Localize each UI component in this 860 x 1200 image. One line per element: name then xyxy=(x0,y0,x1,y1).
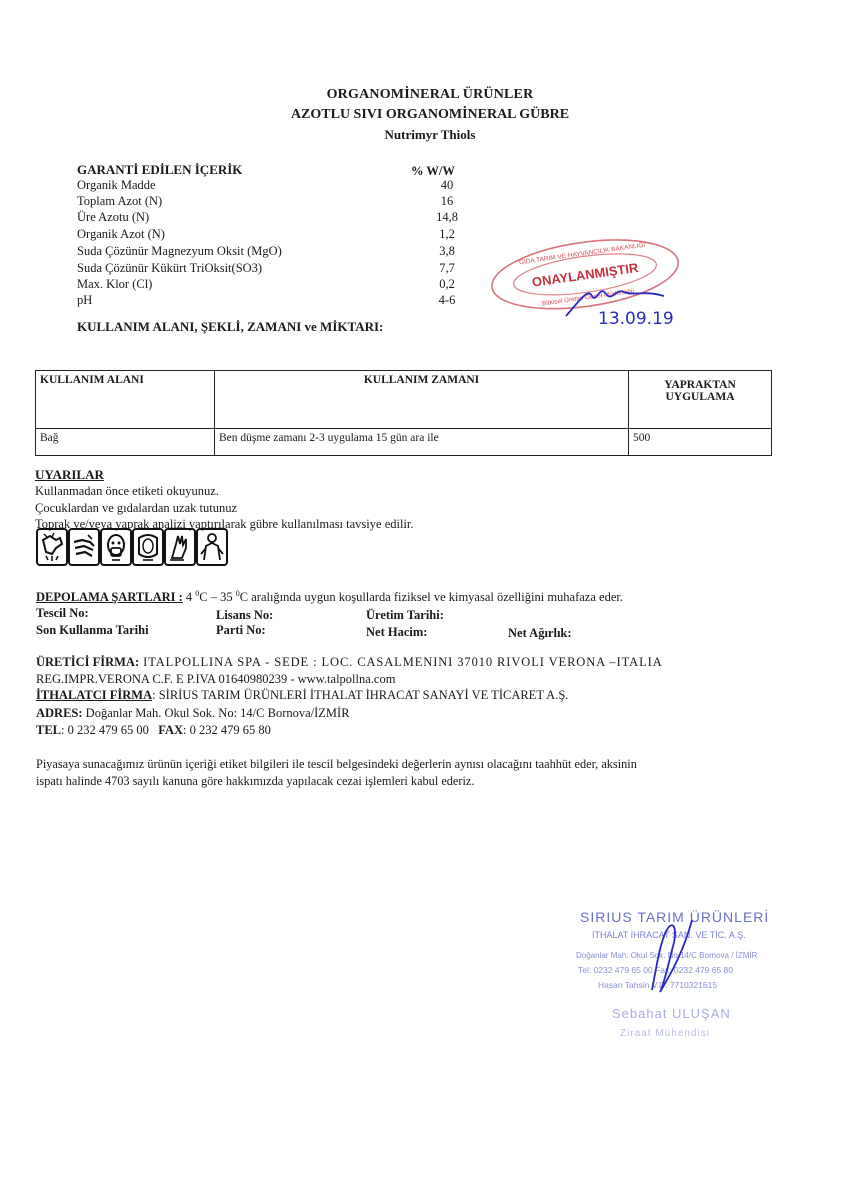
company-stamp-line5: Hasan Tahsin V.D. 7710321615 xyxy=(598,980,718,990)
warnings-heading: UYARILAR xyxy=(35,467,104,482)
approval-stamp-bottom-text: Bitkisel Üretim Genel Müdürlüğü xyxy=(541,287,635,308)
uretim-label: Üretim Tarihi: xyxy=(366,608,444,622)
approval-stamp-ring-text: GIDA TARIM VE HAYVANCILIK BAKANLIĞI xyxy=(518,241,646,267)
producer-registration: REG.IMPR.VERONA C.F. E P.IVA 01640980239 - www.talpollna.com xyxy=(36,672,396,686)
composition-row xyxy=(77,210,497,226)
composition-row xyxy=(77,261,497,277)
table-cell-time: Ben düşme zamanı 2-3 uygulama 15 gün ara ile xyxy=(215,429,629,456)
column-header: YAPRAKTAN UYGULAMA xyxy=(629,371,772,429)
ingredient-name: Max. Klor (Cl) xyxy=(77,277,153,291)
company-stamp-name: Sebahat ULUŞAN xyxy=(612,1006,731,1021)
importer-value: : SİRİUS TARIM ÜRÜNLERİ İTHALAT İHRACAT SANAYİ VE TİCARET A.Ş. xyxy=(152,688,569,702)
company-stamp-title: Ziraat Mühendisi xyxy=(620,1028,710,1039)
producer-line xyxy=(36,655,776,670)
ingredient-name: Organik Madde xyxy=(77,178,156,192)
column-header: KULLANIM ALANI xyxy=(36,371,215,429)
ingredient-value: 14,8 xyxy=(436,210,458,224)
approval-stamp-date: 13.09.19 xyxy=(598,309,674,326)
tescil-label: Tescil No: xyxy=(36,606,89,620)
face-mask-icon xyxy=(100,528,132,566)
ingredient-name: pH xyxy=(77,293,93,307)
storage-conditions xyxy=(36,589,826,605)
ingredient-value: 0,2 xyxy=(439,277,455,291)
column-header: KULLANIM ZAMANI xyxy=(215,371,629,429)
net-hacim-label: Net Hacim: xyxy=(366,625,428,639)
importer-label: İTHALATCI FİRMA xyxy=(36,688,153,702)
document-title: ORGANOMİNERAL ÜRÜNLER xyxy=(326,87,534,102)
company-stamp xyxy=(560,900,790,1050)
document-subtitle: AZOTLU SIVI ORGANOMİNERAL GÜBRE xyxy=(290,107,570,122)
storage-label: DEPOLAMA ŞARTLARI : xyxy=(36,590,183,605)
approval-stamp xyxy=(488,236,688,326)
wash-hands-icon xyxy=(36,528,68,566)
composition-row xyxy=(77,293,497,309)
address-label: ADRES: xyxy=(36,706,83,720)
son-kullanma-label: Son Kullanma Tarihi xyxy=(36,623,149,637)
company-stamp-line3: Doğanlar Mah. Okul Sok. No:14/C Bornova / İZMİR xyxy=(576,951,758,960)
declaration-line: ispatı halinde 4703 sayılı kanuna göre hakkımızda yapılacak cezai işlemleri kabul ederiz. xyxy=(36,774,475,788)
warning-line: Kullanmadan önce etiketi okuyunuz. xyxy=(35,484,219,498)
composition-row xyxy=(77,244,497,260)
address-value: Doğanlar Mah. Okul Sok. No: 14/C Bornova/İZMİR xyxy=(82,706,350,720)
usage-table xyxy=(35,370,772,456)
composition-row xyxy=(77,227,497,243)
ingredient-value: 4-6 xyxy=(438,293,456,307)
ingredient-value: 7,7 xyxy=(439,261,455,275)
composition-row xyxy=(77,277,497,293)
ingredient-value: 16 xyxy=(440,194,454,208)
table-cell-area: Bağ xyxy=(36,429,215,456)
company-stamp-line2: İTHALAT İHRACAT SAN. VE TİC. A.Ş. xyxy=(592,930,746,940)
storage-text: C – 35 xyxy=(199,590,236,605)
approval-stamp-graphic xyxy=(488,236,688,326)
importer-line xyxy=(36,688,568,703)
approval-stamp-main-text: ONAYLANMIŞTIR xyxy=(531,259,640,290)
address-line xyxy=(36,706,350,721)
company-stamp-graphic xyxy=(560,900,790,1050)
ingredient-value: 40 xyxy=(440,178,454,192)
usage-heading: KULLANIM ALANI, ŞEKLİ, ZAMANI ve MİKTARI: xyxy=(77,319,384,334)
ingredient-value: 1,2 xyxy=(439,227,455,241)
product-name: Nutrimyr Thiols xyxy=(384,127,476,142)
ingredient-name: Organik Azot (N) xyxy=(77,227,165,241)
table-row xyxy=(36,429,772,456)
table-header-row xyxy=(36,371,772,429)
fax-value: : 0 232 479 65 80 xyxy=(183,723,271,737)
ingredient-name: Suda Çözünür Magnezyum Oksit (MgO) xyxy=(77,244,282,258)
face-shield-icon xyxy=(132,528,164,566)
composition-row xyxy=(77,178,497,194)
producer-label: ÜRETİCİ FİRMA: xyxy=(36,655,140,669)
protective-clothing-icon xyxy=(196,528,228,566)
storage-text: C aralığında uygun koşullarda fiziksel ve kimyasal özelliğini muhafaza eder. xyxy=(239,590,623,605)
producer-value: ITALPOLLINA SPA - SEDE : LOC. CASALMENINI 37010 RIVOLI VERONA –ITALIA xyxy=(139,655,663,669)
tel-label: TEL xyxy=(36,723,62,737)
ingredient-name: Toplam Azot (N) xyxy=(77,194,163,208)
lisans-label: Lisans No: xyxy=(216,608,274,622)
warning-line: Toprak ve/veya yaprak analizi yaptırılarak gübre kullanılması tavsiye edilir. xyxy=(35,517,414,531)
gloves-icon xyxy=(164,528,196,566)
ingredient-name: Suda Çözünür Kükürt TriOksit(SO3) xyxy=(77,261,263,275)
net-agirlik-label: Net Ağırlık: xyxy=(508,626,572,640)
parti-label: Parti No: xyxy=(216,623,266,637)
wash-clothes-icon xyxy=(68,528,100,566)
declaration-line: Piyasaya sunacağımız ürünün içeriği etiket bilgileri ile tescil belgesindeki değerlerin aynısı olacağını taahhüt eder, aksinin xyxy=(36,757,637,771)
contact-line xyxy=(36,723,271,738)
ingredient-name: Üre Azotu (N) xyxy=(77,210,150,224)
table-cell-amount: 500 xyxy=(629,429,772,456)
storage-text: 4 xyxy=(182,590,196,605)
composition-unit-heading: % W/W xyxy=(411,164,455,178)
composition-row xyxy=(77,194,497,210)
company-stamp-line4: Tel: 0232 479 65 00 Fax: 0232 479 65 80 xyxy=(578,965,734,975)
warning-line: Çocuklardan ve gıdalardan uzak tutunuz xyxy=(35,501,238,515)
fax-label: FAX xyxy=(158,723,184,737)
ingredient-value: 3,8 xyxy=(439,244,455,258)
company-stamp-line1: SIRIUS TARIM ÜRÜNLERİ xyxy=(580,909,770,925)
composition-heading: GARANTİ EDİLEN İÇERİK xyxy=(77,162,243,177)
storage-sup: 0 xyxy=(235,589,240,598)
tel-value: : 0 232 479 65 00 xyxy=(61,723,149,737)
storage-sup: 0 xyxy=(195,589,200,598)
